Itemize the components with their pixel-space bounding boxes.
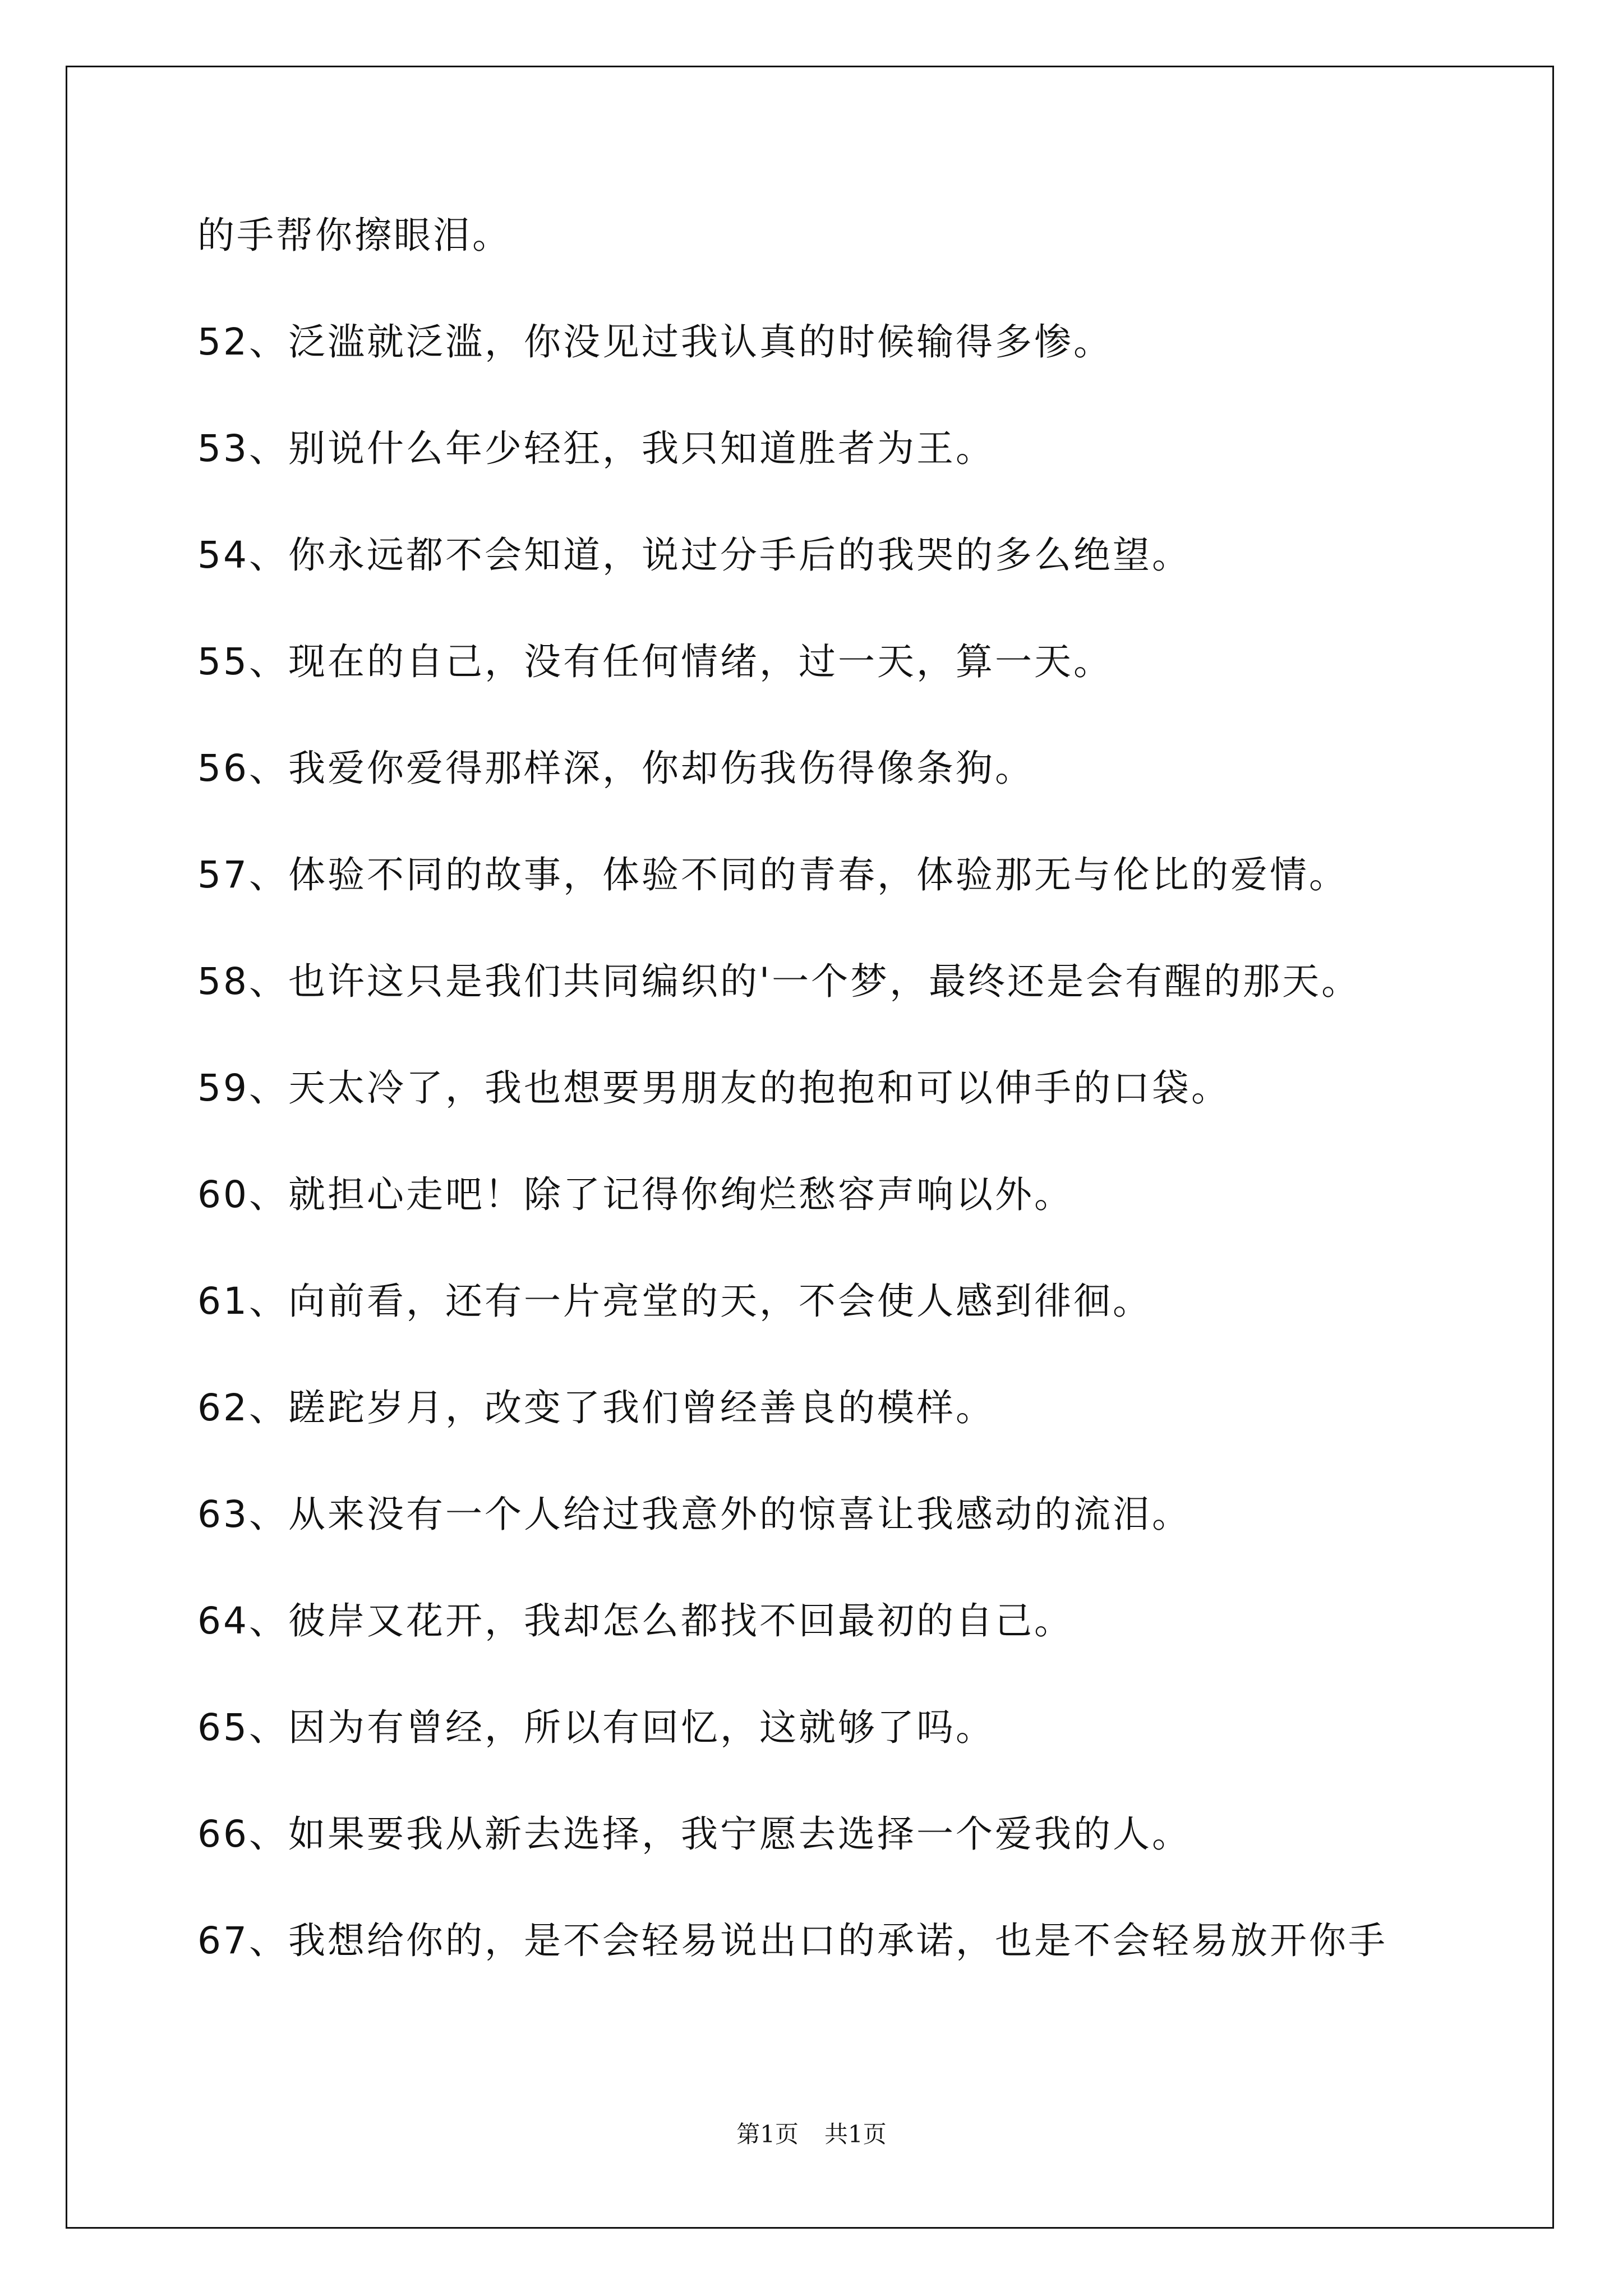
text-line: 66、如果要我从新去选择，我宁愿去选择一个爱我的人。 [197, 1812, 1191, 1856]
text-line: 64、彼岸又花开，我却怎么都找不回最初的自己。 [197, 1599, 1073, 1642]
text-line: 56、我爱你爱得那样深，你却伤我伤得像条狗。 [197, 747, 1034, 790]
text-line: 63、从来没有一个人给过我意外的惊喜让我感动的流泪。 [197, 1493, 1191, 1536]
document-body [197, 205, 1487, 2017]
text-line: 的手帮你擦眼泪。 [197, 214, 511, 257]
text-line: 61、向前看，还有一片亮堂的天，不会使人感到徘徊。 [197, 1280, 1152, 1323]
text-line: 53、别说什么年少轻狂，我只知道胜者为王。 [197, 427, 995, 470]
text-line: 55、现在的自己，没有任何情绪，过一天，算一天。 [197, 640, 1113, 683]
page-footer [0, 2116, 1623, 2150]
total-pages-label: 共1页 [824, 2120, 887, 2148]
current-page-label: 第1页 [736, 2120, 799, 2148]
text-line: 57、体验不同的故事，体验不同的青春，体验那无与伦比的爱情。 [197, 853, 1348, 896]
text-line: 58、也许这只是我们共同编织的'一个梦，最终还是会有醒的那天。 [197, 960, 1361, 1003]
text-line: 52、泛滥就泛滥，你没见过我认真的时候输得多惨。 [197, 320, 1113, 364]
text-line: 62、蹉跎岁月，改变了我们曾经善良的模样。 [197, 1386, 995, 1429]
text-line: 59、天太冷了，我也想要男朋友的抱抱和可以伸手的口袋。 [197, 1066, 1230, 1110]
text-line: 65、因为有曾经，所以有回忆，这就够了吗。 [197, 1706, 995, 1749]
text-line: 60、就担心走吧！除了记得你绚烂愁容声响以外。 [197, 1173, 1073, 1216]
text-line: 67、我想给你的，是不会轻易说出口的承诺，也是不会轻易放开你手 [197, 1919, 1387, 1962]
text-line: 54、你永远都不会知道，说过分手后的我哭的多么绝望。 [197, 533, 1191, 577]
